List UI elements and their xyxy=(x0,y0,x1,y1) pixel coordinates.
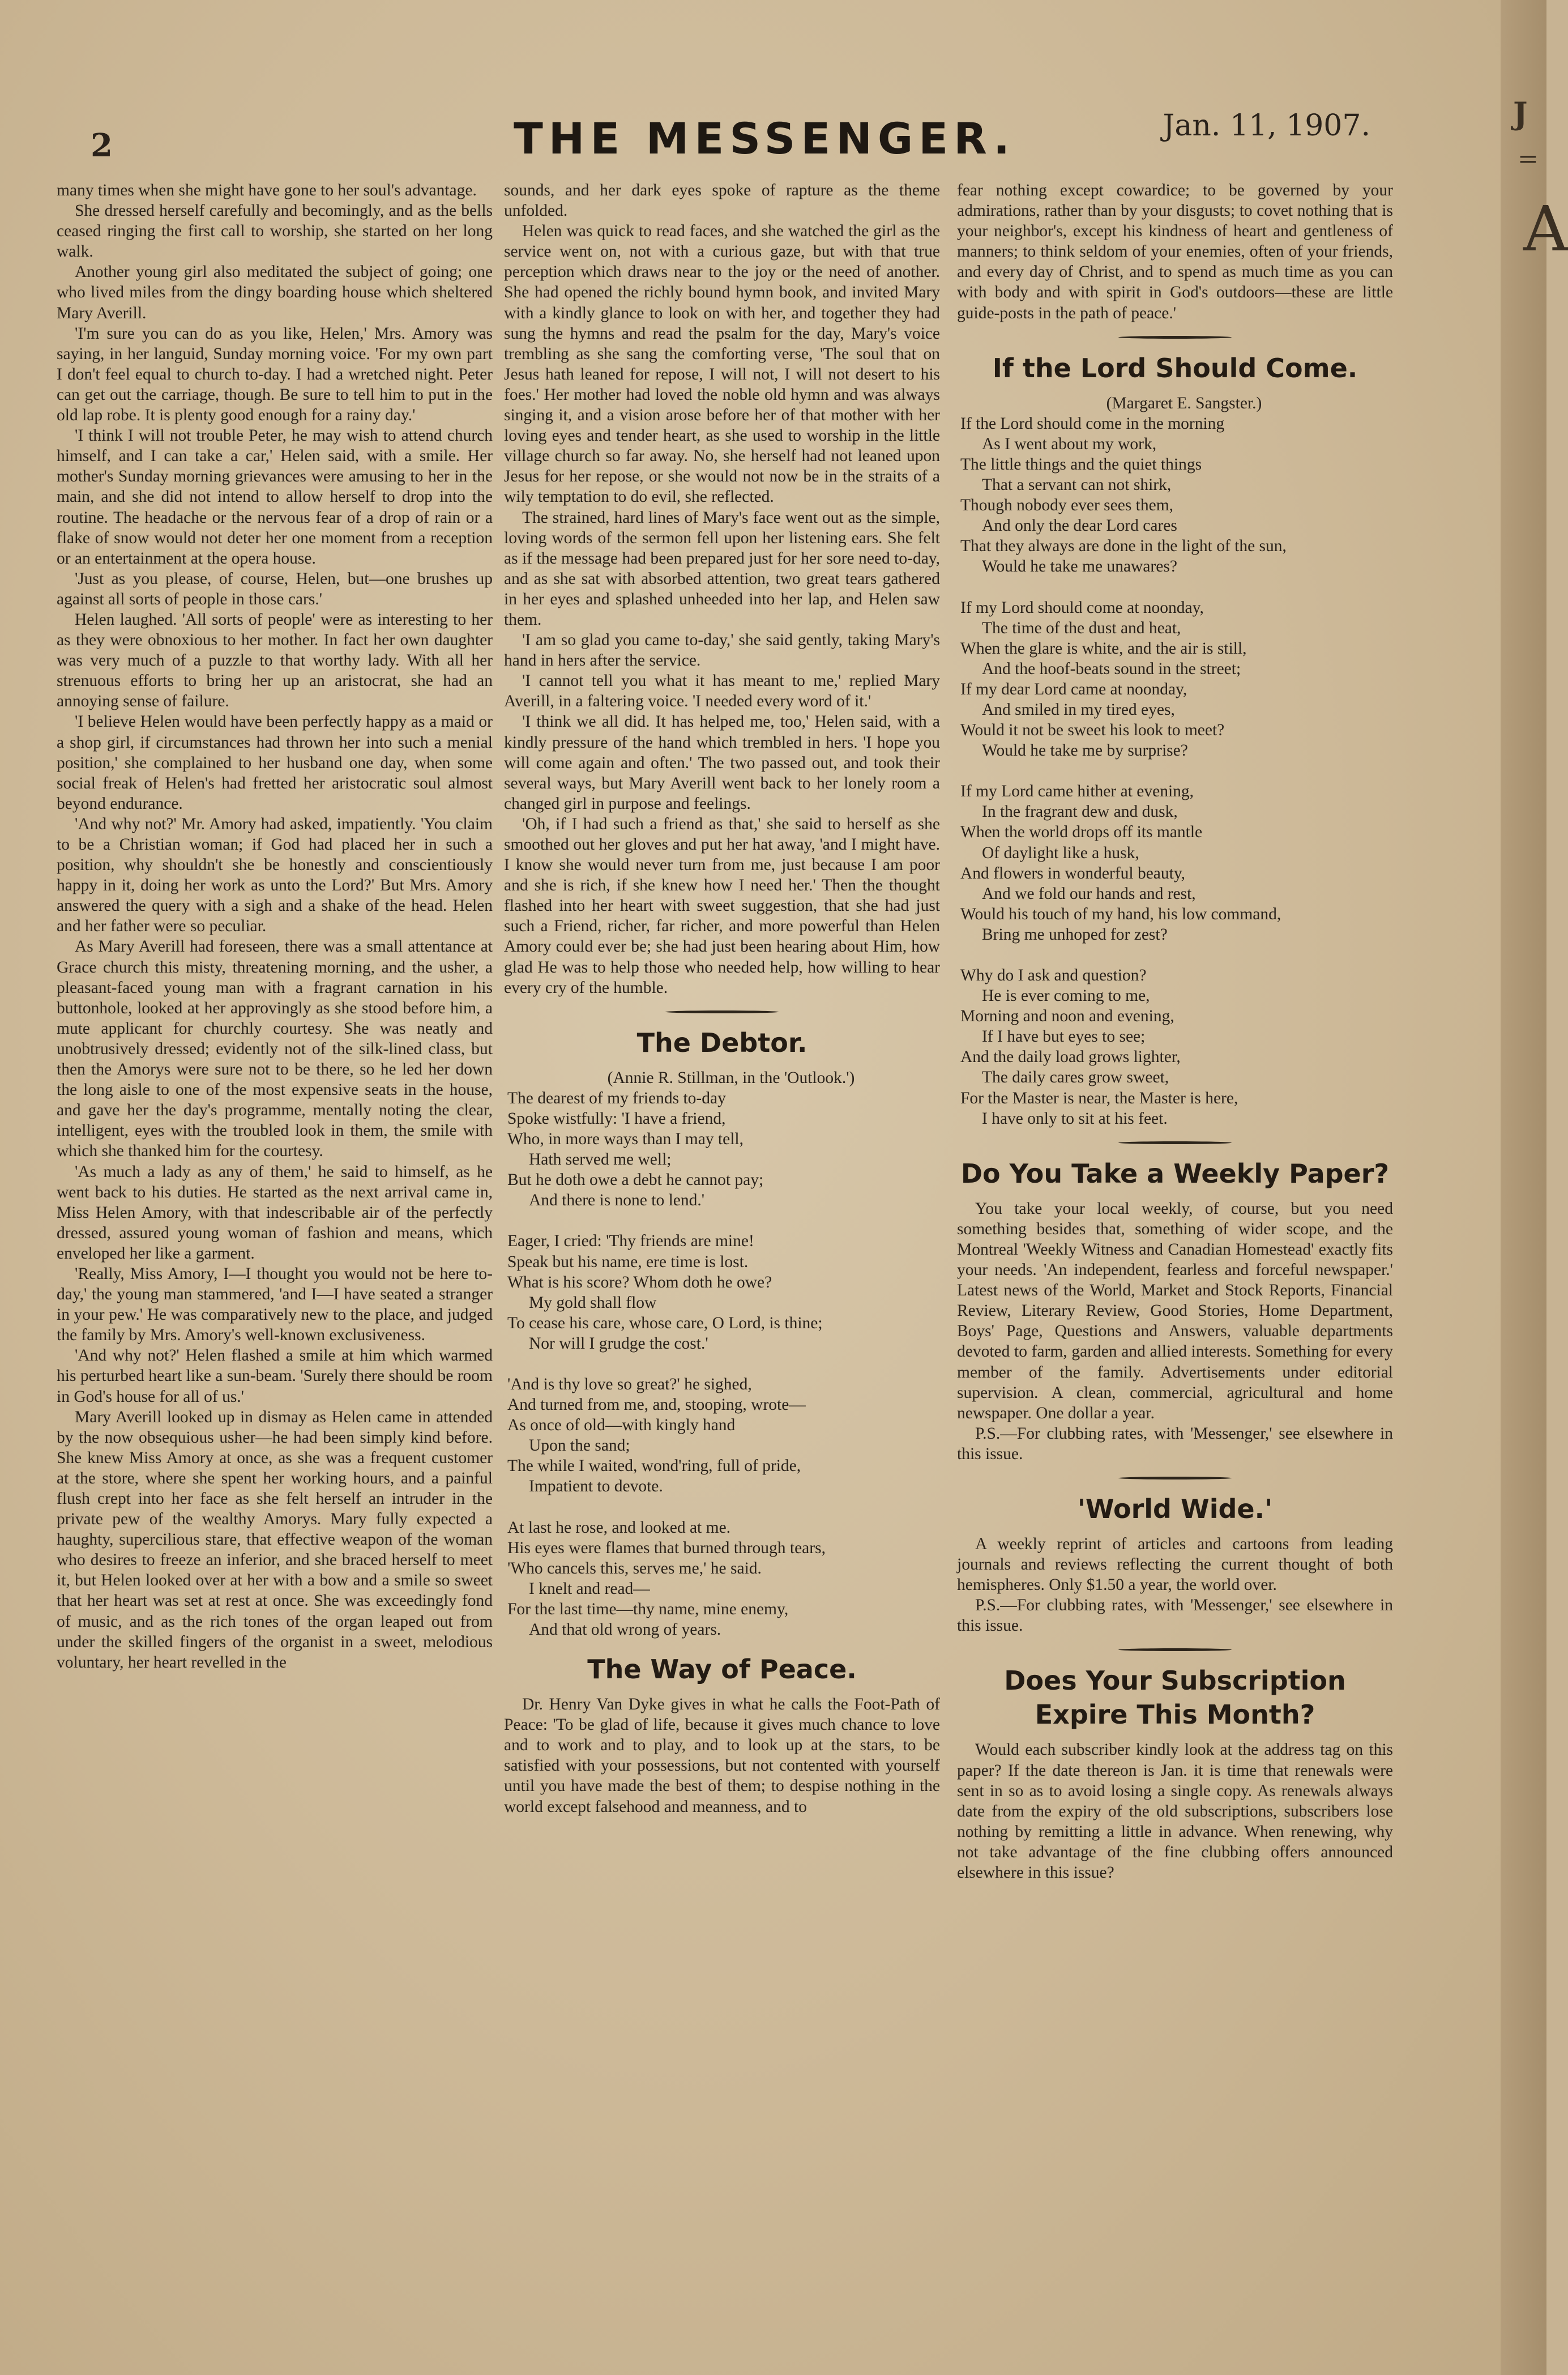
poem-line: 'Who cancels this, serves me,' he said. xyxy=(507,1559,762,1577)
poem-line: Speak but his name, ere time is lost. xyxy=(507,1252,749,1271)
article-title-peace: The Way of Peace. xyxy=(587,1654,857,1685)
article-text-subscription: Would each subscriber kindly look at the address tag on this paper? If the date thereon is Jan. it is time that renewals were sent in so as to avoid losing a single copy. As renewals always date from the expiry of the old subscriptions, subscribers lose nothing by remitting a little in advance. When renewing, why not take advantage of the fine clubbing offers announced elsewhere in this issue? xyxy=(957,1741,1393,1882)
poem-line: If the Lord should come in the morning xyxy=(960,414,1225,433)
poem-line: If I have but eyes to see; xyxy=(982,1027,1146,1046)
poem-line: And only the dear Lord cares xyxy=(982,517,1177,535)
story-continuation-2 xyxy=(504,180,940,998)
column-2 xyxy=(504,180,940,1817)
poem-line: 'And is thy love so great?' he sighed, xyxy=(507,1375,752,1393)
poem-line: If my Lord came hither at evening, xyxy=(960,782,1194,801)
poem-line: In the fragrant dew and dusk, xyxy=(982,803,1178,821)
issue-date: Jan. 11, 1907. xyxy=(1163,109,1370,143)
paragraph: 'As much a lady as any of them,' he said to himself, as he went back to his duties. He started as the next arrival came in, Miss Helen Amory, with that indescribable air of the perfectly dressed, assured young woman of fashion and means, which enveloped her like a garment. xyxy=(57,1162,493,1263)
paragraph: 'I think we all did. It has helped me, too,' Helen said, with a kindly pressure of the hand which trembled in hers. 'I hope you will come again and often.' The two passed out, and took their several ways, but Mary Averill went back to her lonely room a changed girl in purpose and feelings. xyxy=(504,713,940,813)
poem-line: Why do I ask and question? xyxy=(960,966,1147,984)
column-3 xyxy=(957,180,1393,1883)
stanza-break xyxy=(960,761,1393,781)
article-title-world-wide: 'World Wide.' xyxy=(1077,1493,1273,1524)
poem-line: The while I waited, wond'ring, full of pride, xyxy=(507,1457,801,1476)
poem-line: The dearest of my friends to-day xyxy=(507,1089,726,1107)
edge-fragment-a: A xyxy=(1523,193,1568,265)
poem-line: Would it not be sweet his look to meet? xyxy=(960,721,1225,740)
section-divider xyxy=(665,1010,779,1013)
poem-line: And the daily load grows lighter, xyxy=(960,1048,1181,1067)
poem-line: Nor will I grudge the cost.' xyxy=(529,1334,708,1353)
poem-line: Would he take me by surprise? xyxy=(982,741,1188,760)
section-divider xyxy=(1118,1648,1232,1651)
poem-line: Would he take me unawares? xyxy=(982,557,1177,576)
article-ps-world-wide: P.S.—For clubbing rates, with 'Messenger,' see elsewhere in this issue. xyxy=(957,1596,1393,1635)
poem-line: If my Lord should come at noonday, xyxy=(960,598,1204,617)
poem-debtor xyxy=(507,1088,940,1640)
article-text-peace: Dr. Henry Van Dyke gives in what he calls the Foot-Path of Peace: 'To be glad of life, because it gives much chance to love and to work and to play, and to look up at the stars, to be satisfied with your possessions, but not contented with yourself until you have made the best of them; to despise nothing in the world except falsehood and meanness, and to xyxy=(504,1695,940,1816)
article-byline-lord: (Margaret E. Sangster.) xyxy=(1106,394,1262,412)
poem-line: The little things and the quiet things xyxy=(960,455,1202,474)
poem-line: He is ever coming to me, xyxy=(982,987,1150,1005)
poem-line: If my dear Lord came at noonday, xyxy=(960,680,1187,698)
poem-line: What is his score? Whom doth he owe? xyxy=(507,1273,772,1291)
poem-line: Morning and noon and evening, xyxy=(960,1007,1174,1026)
poem-line: And smiled in my tired eyes, xyxy=(982,700,1175,719)
poem-line: To cease his care, whose care, O Lord, is thine; xyxy=(507,1314,823,1332)
article-byline-debtor: (Annie R. Stillman, in the 'Outlook.') xyxy=(607,1068,855,1087)
poem-line: The daily cares grow sweet, xyxy=(982,1068,1169,1087)
paragraph: 'I'm sure you can do as you like, Helen,' Mrs. Amory was saying, in her languid, Sunday morning voice. 'For my own part I don't feel equal to church to-day. I had a wretched night. Peter can get out the carriage, though. Be sure to tell him to put in the old lap robe. It is plenty good enough for a rainy day.' xyxy=(57,324,493,425)
poem-line: I knelt and read— xyxy=(529,1579,650,1598)
poem-line: The time of the dust and heat, xyxy=(982,619,1181,637)
article-text-peace-cont: fear nothing except cowardice; to be governed by your admirations, rather than by your disgusts; to covet nothing that is your neighbor's, except his kindness of heart and gentleness of manners; to think seldom of your enemies, often of your friends, and every day of Christ, and to spend as much time as you can with body and with spirit in God's outdoors—these are little guide-posts in the path of peace.' xyxy=(957,181,1393,322)
article-text-weekly: You take your local weekly, of course, but you need something besides that, something of wider scope, and the Montreal 'Weekly Witness and Canadian Homestead' exactly fits your needs. 'An independent, fearless and forceful newspaper.' Latest news of the World, Market and Stock Reports, Financial Review, Literary Review, Good Stories, Home Department, Boys' Page, Questions and Answers, valuable departments devoted to farm, garden and allied interests. Something for every member of the family. Advertisements under editorial supervision. A clean, commercial, agricultural and home newspaper. One dollar a year. xyxy=(957,1199,1393,1422)
poem-line: Bring me unhoped for zest? xyxy=(982,925,1168,944)
paragraph: 'Just as you please, of course, Helen, but—one brushes up against all sorts of people in those cars.' xyxy=(57,569,493,608)
poem-line: When the glare is white, and the air is still, xyxy=(960,639,1247,658)
story-continuation xyxy=(57,180,493,1673)
stanza-break xyxy=(960,945,1393,965)
paragraph: Mary Averill looked up in dismay as Helen came in attended by the now obsequious usher—he had been simply kind before. She knew Miss Amory at once, as she was a frequent customer at the store, where she spent her working hours, and a painful flush crept into her face as she felt herself an intruder in the private pew of the wealthy Amorys. Mary fully expected a haughty, supercilious stare, that effective weapon of the woman who desires to freeze an inferior, and she braced herself to meet it, but Helen looked over at her with a bow and a smile so sweet that her heart was set at rest at once. She was exceedingly fond of music, and as the rich tones of the organ leaped out from under the skilled fingers of the organist in a sweet, melodious voluntary, her heart revelled in the xyxy=(57,1408,493,1672)
article-title-weekly: Do You Take a Weekly Paper? xyxy=(960,1158,1390,1189)
poem-line: For the Master is near, the Master is here, xyxy=(960,1089,1238,1107)
poem-line: As I went about my work, xyxy=(982,434,1157,453)
poem-line: As once of old—with kingly hand xyxy=(507,1416,736,1435)
article-ps-weekly: P.S.—For clubbing rates, with 'Messenger,' see elsewhere in this issue. xyxy=(957,1424,1393,1463)
paragraph: many times when she might have gone to her soul's advantage. xyxy=(57,181,477,199)
poem-line: Upon the sand; xyxy=(529,1436,630,1455)
section-divider xyxy=(1118,336,1232,339)
poem-line: And that old wrong of years. xyxy=(529,1621,721,1639)
poem-line: When the world drops off its mantle xyxy=(960,823,1203,842)
paragraph: Another young girl also meditated the subject of going; one who lived miles from the dingy boarding house which sheltered Mary Averill. xyxy=(57,263,493,322)
poem-line: Of daylight like a husk, xyxy=(982,843,1139,862)
stanza-break xyxy=(960,577,1393,598)
paragraph: sounds, and her dark eyes spoke of rapture as the theme unfolded. xyxy=(504,181,940,220)
paragraph: She dressed herself carefully and becomingly, and as the bells ceased ringing the first call to worship, she started on her long walk. xyxy=(57,202,493,261)
poem-line: Would his touch of my hand, his low command, xyxy=(960,905,1281,923)
paragraph: 'Really, Miss Amory, I—I thought you would not be here to-day,' the young man stammered, 'and I—I have seated a stranger in your pew.' He was comparatively new to the place, and judged the family by Mrs. Amory's well-known exclusiveness. xyxy=(57,1264,493,1345)
article-title-debtor: The Debtor. xyxy=(636,1027,808,1058)
column-1 xyxy=(57,180,493,1673)
poem-line: And flowers in wonderful beauty, xyxy=(960,864,1186,882)
paragraph: Helen laughed. 'All sorts of people' were as interesting to her as they were obnoxious to her mother. In fact her own daughter was very much of a puzzle to that worthy lady. With all her strenuous efforts to bring her up an aristocrat, she had an annoying sense of failure. xyxy=(57,610,493,711)
stanza-break xyxy=(507,1497,940,1517)
poem-line: And turned from me, and, stooping, wrote— xyxy=(507,1396,806,1414)
page-number: 2 xyxy=(91,127,113,164)
poem-line: But he doth owe a debt he cannot pay; xyxy=(507,1171,764,1189)
poem-line: And there is none to lend.' xyxy=(529,1191,705,1210)
paragraph: As Mary Averill had foreseen, there was a small attentance at Grace church this misty, threatening morning, and the usher, a pleasant-faced young man with a fragrant carnation in his buttonhole, looked at her approvingly as she stood before him, a mute applicant for churchly courtesy. She was neatly and unobtrusively dressed; evidently not of the silk-lined class, but then the Amorys were sure not to be there, so he led her down the long aisle to one of the most expensive seats in the house, and gave her the day's programme, mentally noting the clear, intelligent, eyes with the troubled look in them, the smile with which she thanked him for the courtesy. xyxy=(57,937,493,1161)
article-title-subscription: Does Your Subscription Expire This Month? xyxy=(1004,1665,1346,1730)
poem-line: Eager, I cried: 'Thy friends are mine! xyxy=(507,1232,754,1251)
paragraph: 'Oh, if I had such a friend as that,' she said to herself as she smoothed out her gloves and put her hat away, 'and I might have. I know she would never turn from me, just because I am poor and she is rich, if she knew how I need her.' Then the thought flashed into her heart with sweet suggestion, that she had just such a Friend, richer, far richer, and more powerful than Helen Amory could ever be; she had just been hearing about Him, how glad He was to help those who needed help, how willing to hear every cry of the humble. xyxy=(504,815,940,997)
section-divider xyxy=(1118,1477,1232,1479)
poem-line: Though nobody ever sees them, xyxy=(960,496,1174,515)
stanza-break xyxy=(507,1354,940,1374)
paragraph: 'And why not?' Mr. Amory had asked, impatiently. 'You claim to be a Christian woman; if God had placed her in such a position, why shouldn't she be honestly and conscientiously happy in it, doing her work as unto the Lord?' But Mrs. Amory answered the query with a sigh and a shake of the head. Helen and her father were so peculiar. xyxy=(57,815,493,936)
paragraph: 'I believe Helen would have been perfectly happy as a maid or a shop girl, if circumstances had thrown her into such a menial position,' she complained to her husband one day, when some social freak of Helen's had fretted her aristocratic soul almost beyond endurance. xyxy=(57,713,493,813)
poem-line: Hath served me well; xyxy=(529,1150,672,1169)
masthead-title: THE MESSENGER. xyxy=(513,113,1016,164)
poem-line: At last he rose, and looked at me. xyxy=(507,1518,731,1537)
adjacent-page-edge xyxy=(1501,0,1546,2375)
article-title-lord: If the Lord Should Come. xyxy=(992,352,1358,383)
poem-line: That a servant can not shirk, xyxy=(982,476,1172,494)
poem-line: And the hoof-beats sound in the street; xyxy=(982,659,1241,678)
paragraph: The strained, hard lines of Mary's face went out as the simple, loving words of the sermon fell upon her listening ears. She felt as if the message had been prepared just for her sore need to-day, and as she sat with absorbed attention, two great tears gathered in her eyes and splashed unheeded into her lap, and Helen saw them. xyxy=(504,508,940,629)
page-header xyxy=(0,102,1501,164)
poem-line: Who, in more ways than I may tell, xyxy=(507,1130,744,1149)
paragraph: 'And why not?' Helen flashed a smile at him which warmed his perturbed heart like a sun-beam. 'Surely there should be room in God's house for all of us.' xyxy=(57,1346,493,1406)
poem-line: That they always are done in the light of the sun, xyxy=(960,537,1287,556)
poem-line: My gold shall flow xyxy=(529,1293,657,1312)
poem-line: For the last time—thy name, mine enemy, xyxy=(507,1600,789,1618)
paragraph: 'I am so glad you came to-day,' she said gently, taking Mary's hand in hers after the service. xyxy=(504,631,940,670)
poem-line: Spoke wistfully: 'I have a friend, xyxy=(507,1109,726,1128)
paragraph: 'I cannot tell you what it has meant to me,' replied Mary Averill, in a faltering voice. 'I needed every word of it.' xyxy=(504,672,940,711)
poem-line: I have only to sit at his feet. xyxy=(982,1109,1168,1128)
poem-line: And we fold our hands and rest, xyxy=(982,884,1196,903)
poem-lord xyxy=(960,413,1393,1129)
poem-line: Impatient to devote. xyxy=(529,1477,663,1496)
paragraph: 'I think I will not trouble Peter, he may wish to attend church himself, and I can take a car,' Helen said, with a smile. Her mother's Sunday morning grievances were amusing to her in the main, and she did not intend to allow herself to drop into the routine. The headache or the nervous fear of a drop of rain or a flake of snow would not deter her one moment from a reception or an entertainment at the opera house. xyxy=(57,427,493,568)
stanza-break xyxy=(507,1210,940,1231)
article-text-world-wide: A weekly reprint of articles and cartoons from leading journals and reviews reflecting the current thought of both hemispheres. Only $1.50 a year, the world over. xyxy=(957,1534,1393,1594)
paragraph: Helen was quick to read faces, and she watched the girl as the service went on, not with a curious gaze, but with that true perception which draws near to the joy or the need of another. She had opened the richly bound hymn book, and invited Mary with a kindly glance to look on with her, and together they had sung the hymns and read the psalm for the day, Mary's voice trembling as she sang the comforting verse, 'The soul that on Jesus hath leaned for repose, I will not, I will not desert to his foes.' Her mother had loved the noble old hymn and was always singing it, and a vision arose before her of that mother with her loving eyes and tender heart, as she used to worship in the little village church so far away. No, she herself had not leaned upon Jesus for her repose, or she would not now be in the straits of a wily temptation to do evil, she reflected. xyxy=(504,222,940,506)
poem-line: His eyes were flames that burned through tears, xyxy=(507,1538,826,1557)
edge-fragment-j: J xyxy=(1513,95,1528,131)
edge-fragment-rule: = xyxy=(1518,144,1539,173)
section-divider xyxy=(1118,1141,1232,1144)
